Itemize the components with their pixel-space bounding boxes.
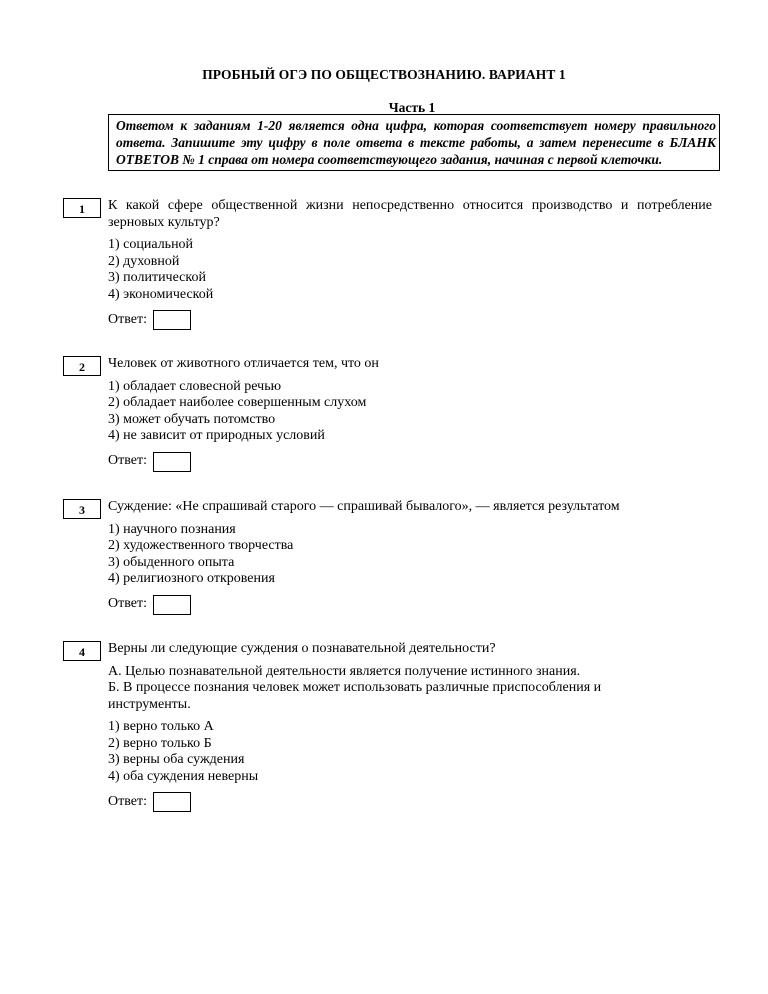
statement-a: А. Целью познавательной деятельности является получение истинного знания.	[108, 663, 581, 679]
option-1: 1) социальной	[108, 237, 194, 252]
task-number: 4	[63, 641, 101, 661]
answer-label: Ответ:	[108, 453, 147, 469]
task-number: 2	[63, 356, 101, 376]
page-title: ПРОБНЫЙ ОГЭ ПО ОБЩЕСТВОЗНАНИЮ. ВАРИАНТ 1	[202, 67, 566, 82]
task-body	[108, 641, 712, 813]
answer-input-box[interactable]	[153, 310, 191, 330]
answer-input-box[interactable]	[153, 595, 191, 615]
answer-input-box[interactable]	[153, 452, 191, 472]
answer-row	[108, 309, 712, 331]
option-1: 1) научного познания	[108, 521, 236, 537]
question-text: К какой сфере общественной жизни непосредственно относится производство и потребление зерновых культур?	[108, 198, 712, 230]
task-body	[108, 198, 712, 331]
options-list	[108, 719, 712, 785]
option-4: 4) экономической	[108, 286, 214, 302]
question-text: Верны ли следующие суждения о познавательной деятельности?	[108, 641, 496, 656]
answer-row	[108, 451, 712, 473]
task-body	[108, 356, 712, 473]
option-3: 3) верны оба суждения	[108, 752, 245, 767]
instructions-box: Ответом к заданиям 1-20 является одна цифра, которая соответствует номеру правильного ответа. Запишите эту цифру в поле ответа в тексте работы, а затем перенесите в БЛАНК ОТВЕТОВ № 1 справа от номера соответствующего задания, начиная с первой клеточки.	[108, 114, 720, 171]
statements	[108, 664, 712, 714]
option-2: 2) духовной	[108, 253, 180, 269]
option-1: 1) верно только А	[108, 719, 214, 734]
task-body	[108, 499, 712, 616]
question-text: Суждение: «Не спрашивай старого — спрашивай бывалого», — является результатом	[108, 499, 620, 514]
option-3: 3) может обучать потомство	[108, 411, 276, 427]
answer-row	[108, 594, 712, 616]
option-2: 2) обладает наиболее совершенным слухом	[108, 395, 367, 410]
answer-input-box[interactable]	[153, 792, 191, 812]
answer-row	[108, 791, 712, 813]
part-title: Часть 1	[388, 100, 436, 115]
statement-b: Б. В процессе познания человек может использовать различные приспособления и инструменты.	[108, 680, 602, 712]
task-number: 3	[63, 499, 101, 519]
options-list	[108, 522, 712, 588]
options-list	[108, 237, 712, 303]
option-2: 2) верно только Б	[108, 735, 212, 751]
option-4: 4) не зависит от природных условий	[108, 428, 325, 443]
options-list	[108, 379, 712, 445]
option-1: 1) обладает словесной речью	[108, 378, 282, 394]
answer-label: Ответ:	[108, 793, 147, 809]
question-text: Человек от животного отличается тем, что он	[108, 356, 379, 371]
task-number: 1	[63, 198, 101, 218]
option-4: 4) оба суждения неверны	[108, 768, 259, 784]
option-2: 2) художественного творчества	[108, 538, 294, 553]
answer-label: Ответ:	[108, 311, 147, 327]
option-3: 3) обыденного опыта	[108, 554, 235, 570]
option-4: 4) религиозного откровения	[108, 571, 275, 586]
answer-label: Ответ:	[108, 596, 147, 612]
option-3: 3) политической	[108, 270, 206, 285]
